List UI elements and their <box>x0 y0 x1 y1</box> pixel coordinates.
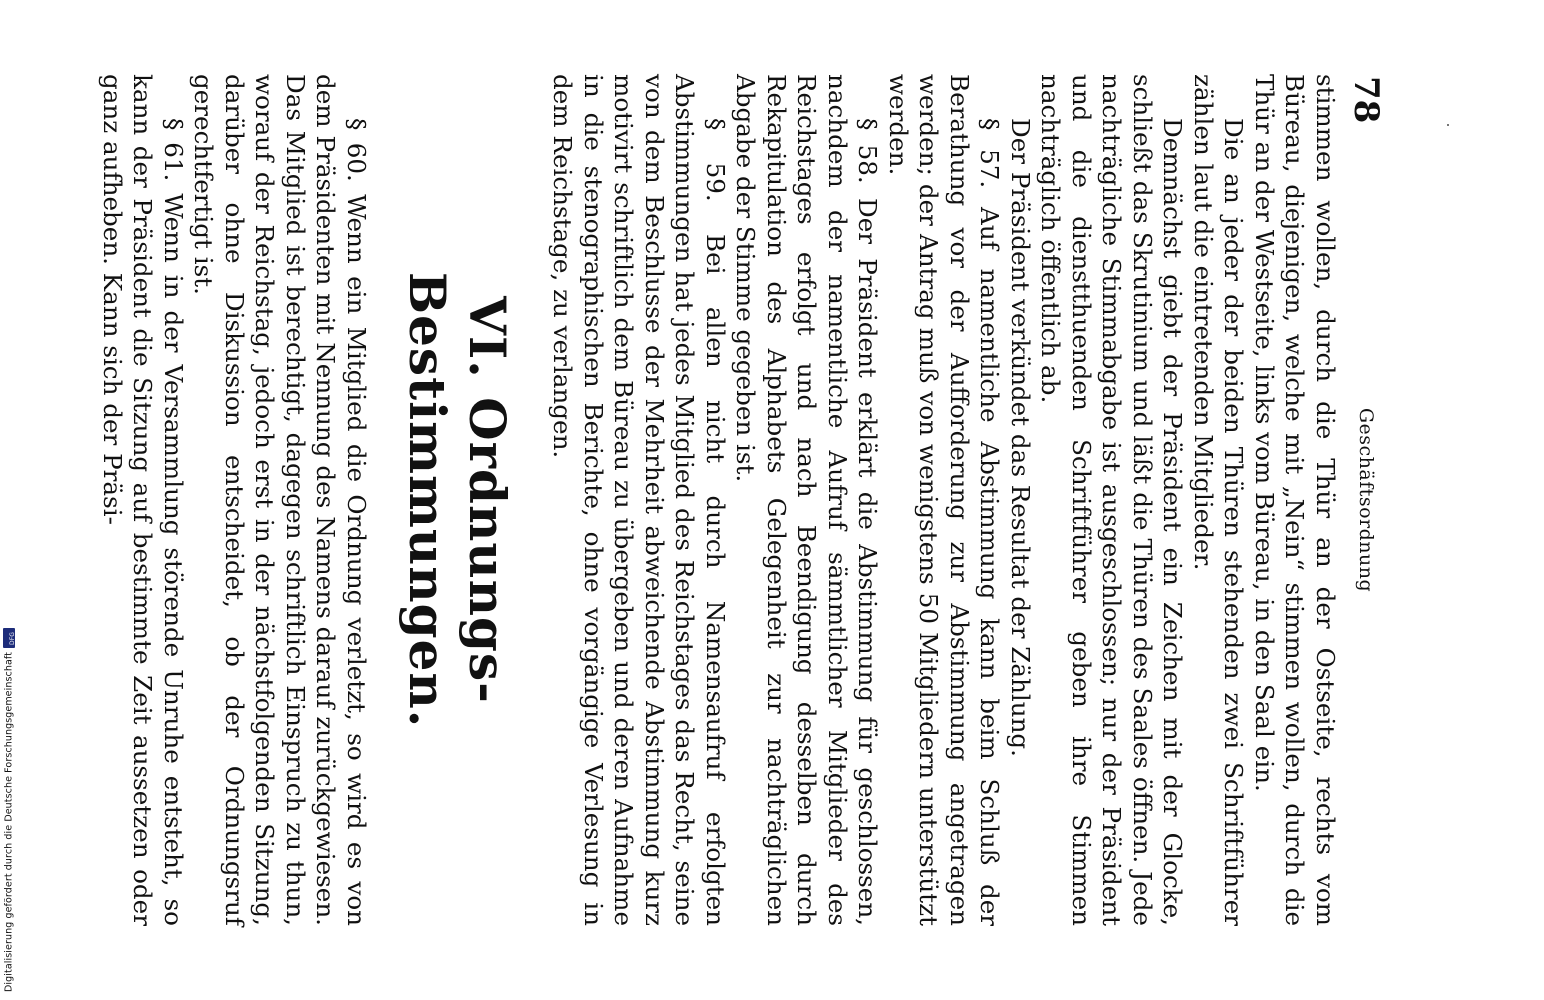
dfg-logo: DFG <box>3 628 15 648</box>
digitization-footer <box>0 0 18 1000</box>
paragraph: Der Präsident verkündet das Resultat der Zählung. <box>1006 118 1035 757</box>
paragraph: Die an jeder der beiden Thüren stehenden zwei Schriftführer zählen laut die eintretenden Mitglieder. <box>1189 74 1249 926</box>
page-number: 78 <box>1346 76 1386 124</box>
paragraph-continuation: stimmen wollen, durch die Thür an der Ostseite, rechts vom Büreau, diejenigen, welche mit „Nein“ stimmen wollen, durch die Thür an der Westseite, links vom Büreau, in den Saal ein. <box>1250 74 1340 926</box>
section-heading: VI. Ordnungs-Bestimmungen. <box>398 271 517 729</box>
section-60: § 60. Wenn ein Mitglied die Ordnung verletzt, so wird es von dem Präsidenten mit Nennung des Namens darauf zurückgewiesen. Das Mitglied ist berechtigt, dagegen schriftlich Einspruch zu thun, worauf der Reichstag, jedoch erst in der nächstfolgenden Sitzung, darüber ohne Diskussion entscheidet, ob der Ordnungsruf gerechtfertigt ist. <box>189 74 371 926</box>
book-page <box>98 70 1392 930</box>
footer-credit-text: Digitalisierung gefördert durch die Deutsche Forschungsgemeinschaft <box>3 652 15 992</box>
section-58: § 58. Der Präsident erklärt die Abstimmung für geschlossen, nachdem der namentliche Aufruf sämmtlicher Mitglieder des Reichstages erfolgt und nach Beendigung desselben durch Rekapitulation des Alphabets Gelegenheit zur nachträglichen Abgabe der Stimme gegeben ist. <box>731 74 883 926</box>
running-head-title: Geschäftsordnung <box>1355 407 1377 593</box>
running-header <box>1340 74 1392 926</box>
section-61: § 61. Wenn in der Versammlung störende Unruhe entsteht, so kann der Präsident die Sitzung auf bestimmte Zeit aussetzen oder ganz aufheben. Kann sich der Präsi- <box>98 74 188 926</box>
section-59: § 59. Bei allen nicht durch Namensaufruf erfolgten Abstimmungen hat jedes Mitglied des Reichstages das Recht, seine von dem Beschlusse der Mehrheit abweichende Abstimmung kurz motivirt schriftlich dem Büreau zu übergeben und deren Aufnahme in die stenographischen Berichte, ohne vorgängige Verlesung in dem Reichstage, zu verlangen. <box>548 74 730 926</box>
page-body <box>97 74 1341 926</box>
paragraph: Demnächst giebt der Präsident ein Zeichen mit der Glocke, schließt das Skrutinium und läßt die Thüren des Saales öffnen. Jede nachträgliche Stimmabgabe ist ausgeschlossen; nur der Präsident und die dienstthuenden Schriftführer geben ihre Stimmen nachträglich öffentlich ab. <box>1036 74 1188 926</box>
section-57: § 57. Auf namentliche Abstimmung kann beim Schluß der Berathung vor der Aufforderung zur Abstimmung angetragen werden; der Antrag muß von wenigstens 50 Mitgliedern unterstützt werden. <box>884 74 1005 926</box>
scan-speck <box>1447 124 1449 126</box>
